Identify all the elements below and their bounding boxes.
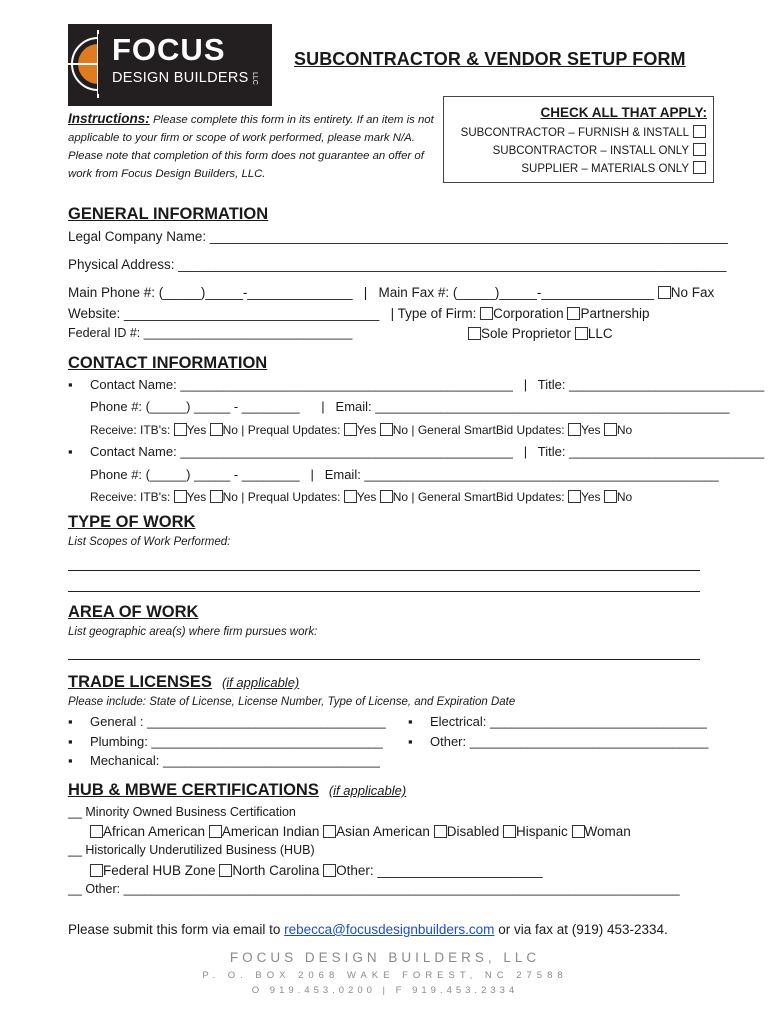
footer-address: P. O. BOX 2068 WAKE FOREST, NC 27588 (202, 970, 568, 981)
contact-name-field[interactable]: Contact Name: ______________________________________________ (90, 377, 513, 392)
instructions-label: Instructions: (68, 111, 150, 126)
checkbox-smartbid-no[interactable] (604, 423, 617, 436)
website-row (68, 306, 650, 321)
checkbox-north-carolina[interactable] (219, 864, 232, 877)
contact-title-field[interactable]: Title: ___________________________ (537, 444, 765, 459)
hub-options-row: Federal HUB Zone North Carolina Other: ______________________ (90, 863, 543, 878)
contact-1-receive-row: Receive: ITB's: Yes No | Prequal Updates: Yes No | General SmartBid Updates: Yes No (90, 423, 633, 437)
llc-label: LLC (587, 326, 613, 341)
company-logo (68, 24, 272, 106)
contact-information-heading: CONTACT INFORMATION (68, 354, 268, 372)
website-field[interactable]: Website: __________________________________ (68, 306, 380, 321)
logo-word-design-builders: DESIGN BUILDERS (112, 70, 249, 86)
trade-licenses-sub: (if applicable) (221, 675, 300, 690)
option-install-only: SUBCONTRACTOR – INSTALL ONLY (493, 143, 706, 157)
form-title: SUBCONTRACTOR & VENDOR SETUP FORM (294, 49, 686, 69)
minority-owned-field[interactable]: __ Minority Owned Business Certification (68, 805, 296, 819)
contact-2-receive-row: Receive: ITB's: Yes No | Prequal Updates: Yes No | General SmartBid Updates: Yes No (90, 490, 633, 504)
checkbox-itb-yes[interactable] (174, 490, 187, 503)
submit-instructions: Please submit this form via email to rebecca@focusdesignbuilders.com or via fax at (919) 453-2334. (68, 922, 668, 937)
contact-phone-field[interactable]: Phone #: (_____) _____ - ________ (90, 467, 300, 482)
minority-options-row: African American American Indian Asian American Disabled Hispanic Woman (90, 824, 631, 839)
checkbox-african-american[interactable] (90, 825, 103, 838)
type-of-work-heading: TYPE OF WORK (68, 513, 196, 531)
checkbox-prequal-no[interactable] (380, 423, 393, 436)
electrical-license-field[interactable]: Electrical: ______________________________ (430, 714, 707, 729)
checkbox-woman[interactable] (572, 825, 585, 838)
scope-line-2[interactable] (68, 591, 700, 592)
checkbox-federal-hub-zone[interactable] (90, 864, 103, 877)
federal-id-field[interactable]: Federal ID #: ______________________________ (68, 326, 353, 340)
contact-1-name-row: ▪ Contact Name: ______________________________________________ | Title: ___________________________ (68, 377, 764, 392)
other-certification-field[interactable]: __ Other: ________________________________________________________________________________ (68, 882, 680, 896)
separator: | (363, 285, 368, 300)
license-electrical (408, 714, 707, 729)
contact-2-name-row: ▪ Contact Name: ______________________________________________ | Title: ___________________________ (68, 444, 764, 459)
checkbox-other-cert[interactable] (323, 864, 336, 877)
corporation-label: Corporation (493, 306, 564, 321)
hub-certifications-heading: HUB & MBWE CERTIFICATIONS (if applicable) (68, 781, 407, 799)
sole-proprietor-label: Sole Proprietor (481, 326, 572, 341)
checkbox-itb-no[interactable] (210, 423, 223, 436)
logo-word-llc: LLC (251, 72, 258, 85)
checkbox-itb-yes[interactable] (174, 423, 187, 436)
license-mechanical (68, 753, 380, 768)
check-all-box (443, 96, 714, 183)
checkbox-smartbid-no[interactable] (604, 490, 617, 503)
type-of-work-hint: List Scopes of Work Performed: (68, 536, 231, 548)
type-of-firm-label: Type of Firm: (397, 306, 477, 321)
checkbox-itb-no[interactable] (210, 490, 223, 503)
checkbox-partnership[interactable] (567, 307, 580, 320)
contact-1-phone-row: Phone #: (_____) _____ - ________ | Email: _________________________________________________ (90, 399, 730, 414)
plumbing-license-field[interactable]: Plumbing: ________________________________ (90, 734, 383, 749)
contact-email-field[interactable]: Email: _________________________________________________ (324, 467, 719, 482)
separator: | (390, 306, 395, 321)
check-all-header: CHECK ALL THAT APPLY: (540, 105, 707, 120)
checkbox-llc[interactable] (575, 327, 588, 340)
checkbox-american-indian[interactable] (209, 825, 222, 838)
contact-name-field[interactable]: Contact Name: ______________________________________________ (90, 444, 513, 459)
checkbox-furnish-install[interactable] (693, 125, 706, 138)
general-information-heading: GENERAL INFORMATION (68, 205, 269, 223)
license-plumbing (68, 734, 383, 749)
physical-address-field[interactable]: Physical Address: _________________________________________________________________________ (68, 257, 727, 272)
checkbox-prequal-no[interactable] (380, 490, 393, 503)
footer-contact: O 919.453.0200 | F 919.453.2334 (251, 985, 519, 996)
other-license-field[interactable]: Other: _________________________________ (430, 734, 709, 749)
area-of-work-heading: AREA OF WORK (68, 603, 199, 621)
checkbox-asian-american[interactable] (323, 825, 336, 838)
checkbox-disabled[interactable] (434, 825, 447, 838)
submit-email-link[interactable]: rebecca@focusdesignbuilders.com (284, 922, 495, 937)
checkbox-install-only[interactable] (693, 143, 706, 156)
area-of-work-hint: List geographic area(s) where firm pursues work: (68, 626, 318, 638)
mechanical-license-field[interactable]: Mechanical: ______________________________ (90, 753, 380, 768)
checkbox-corporation[interactable] (480, 307, 493, 320)
area-line-1[interactable] (68, 659, 700, 660)
main-fax-field[interactable]: Main Fax #: (_____)_____-_______________ (378, 285, 655, 300)
phone-fax-row (68, 285, 714, 300)
trade-licenses-heading: TRADE LICENSES (if applicable) (68, 673, 300, 691)
hub-field[interactable]: __ Historically Underutilized Business (HUB) (68, 843, 315, 857)
contact-title-field[interactable]: Title: ___________________________ (537, 377, 765, 392)
general-license-field[interactable]: General : _________________________________ (90, 714, 386, 729)
checkbox-prequal-yes[interactable] (344, 423, 357, 436)
checkbox-materials-only[interactable] (693, 161, 706, 174)
checkbox-smartbid-yes[interactable] (568, 490, 581, 503)
checkbox-smartbid-yes[interactable] (568, 423, 581, 436)
scope-line-1[interactable] (68, 570, 700, 571)
trade-licenses-hint: Please include: State of License, License Number, Type of License, and Expiration Date (68, 696, 516, 708)
checkbox-hispanic[interactable] (503, 825, 516, 838)
other-cert-field[interactable]: Other: ______________________ (336, 863, 543, 878)
contact-phone-field[interactable]: Phone #: (_____) _____ - ________ (90, 399, 300, 414)
contact-email-field[interactable]: Email: _________________________________________________ (335, 399, 730, 414)
license-general (68, 714, 386, 729)
logo-word-focus: FOCUS (112, 32, 226, 67)
license-other (408, 734, 708, 749)
checkbox-no-fax[interactable] (658, 286, 671, 299)
firm-type-row-2 (468, 326, 613, 341)
checkbox-prequal-yes[interactable] (344, 490, 357, 503)
checkbox-sole-proprietor[interactable] (468, 327, 481, 340)
footer-company: FOCUS DESIGN BUILDERS, LLC (229, 950, 541, 965)
contact-2-phone-row: Phone #: (_____) _____ - ________ | Email: _________________________________________________ (90, 467, 719, 482)
instructions (68, 110, 438, 183)
partnership-label: Partnership (580, 306, 650, 321)
option-furnish-install: SUBCONTRACTOR – FURNISH & INSTALL (461, 125, 706, 139)
no-fax-label: No Fax (670, 285, 715, 300)
main-phone-field[interactable]: Main Phone #: (_____)_____-______________ (68, 285, 353, 300)
hub-sub: (if applicable) (328, 783, 407, 798)
instructions-text: Please complete this form in its entirety. If an item is not applicable to your firm or scope of work performed, please mark N/A. Please note that completion of this form does not guarantee an offer of work from Focus Design Builders, LLC. (68, 114, 434, 180)
legal-company-name-field[interactable]: Legal Company Name: _____________________________________________________________________ (68, 229, 728, 244)
option-materials-only: SUPPLIER – MATERIALS ONLY (521, 161, 706, 175)
